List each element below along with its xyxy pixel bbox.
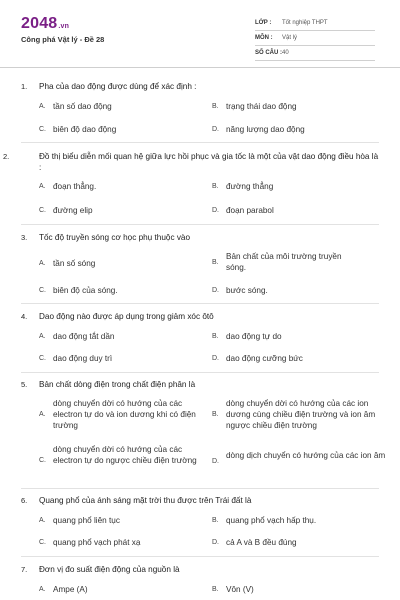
meta-key: MÔN : — [255, 35, 273, 41]
question-number: 7. — [21, 565, 28, 574]
question-text: Quang phổ của ánh sáng mặt trời thu được trên Trái đất là — [39, 496, 252, 505]
logo — [21, 15, 69, 33]
question-title — [21, 564, 386, 575]
question-divider — [21, 372, 379, 373]
option-text: cả A và B đều đúng — [226, 538, 297, 547]
option-label: B. — [212, 259, 219, 266]
option-label: C. — [39, 207, 46, 214]
option-label: A. — [39, 411, 46, 418]
option-text: đường thẳng — [226, 182, 274, 191]
option-label: C. — [39, 287, 46, 294]
exam-title: Công phá Vật lý - Đề 28 — [21, 35, 105, 44]
option-label: B. — [212, 183, 219, 190]
option-label: D. — [212, 355, 219, 362]
question-divider — [21, 142, 379, 143]
option-text: Bản chất của môi trường truyền sóng. — [226, 252, 342, 272]
option-text: bước sóng. — [226, 286, 268, 295]
question-text: Pha của dao động được dùng để xác định : — [39, 82, 197, 91]
option-text: dòng dịch chuyển có hướng của các ion âm — [226, 451, 386, 460]
question-text: Đơn vị đo suất điện động của nguồn là — [39, 565, 180, 574]
option-label: D. — [212, 539, 219, 546]
option-label: B. — [212, 586, 219, 593]
option-label: D. — [212, 458, 219, 465]
option-label: B. — [212, 333, 219, 340]
option-text: quang phổ liên tục — [53, 516, 120, 525]
option-text: Ampe (A) — [53, 585, 88, 594]
question-number: 1. — [21, 82, 28, 91]
question-text: Đồ thị biểu diễn mối quan hệ giữa lực hồi phục và gia tốc là một của vật dao động điều hòa là : — [39, 152, 379, 172]
question-number: 6. — [21, 496, 28, 505]
question-title — [21, 81, 386, 92]
option-label: B. — [212, 103, 219, 110]
option-label: A. — [39, 333, 46, 340]
question-text: Tốc độ truyền sóng cơ học phụ thuộc vào — [39, 233, 191, 242]
meta-value: Vật lý — [282, 35, 298, 41]
question-title — [21, 379, 386, 390]
question-text: Bản chất dòng điện trong chất điện phân là — [39, 380, 196, 389]
option-text: Vôn (V) — [226, 585, 254, 594]
option-label: C. — [39, 126, 46, 133]
option-text: dao động cưỡng bức — [226, 354, 303, 363]
question-number: 3. — [21, 233, 28, 242]
option-text: biên độ dao động — [53, 125, 117, 134]
option-label: D. — [212, 287, 219, 294]
question-divider — [21, 303, 379, 304]
option-text: đoạn parabol — [226, 206, 274, 215]
option-text: biên độ của sóng. — [53, 286, 118, 295]
option-text: quang phổ vạch hấp thụ. — [226, 516, 317, 525]
question-title — [21, 311, 386, 322]
meta-value: 40 — [282, 50, 289, 56]
meta-row-subject — [255, 31, 375, 46]
question-divider — [21, 556, 379, 557]
header-divider — [0, 67, 400, 68]
logo-text: 2048 — [21, 15, 58, 32]
meta-key: SỐ CÂU : — [255, 50, 282, 56]
option-label: A. — [39, 586, 46, 593]
option-text: đường elip — [53, 206, 93, 215]
option-label: C. — [39, 457, 46, 464]
exam-meta — [255, 16, 375, 61]
option-label: C. — [39, 539, 46, 546]
option-text: dòng chuyển dời có hướng của các electron tự do ngược chiều điện trường — [53, 445, 197, 465]
option-text: tần số dao động — [53, 102, 112, 111]
option-label: A. — [39, 183, 46, 190]
option-label: B. — [212, 517, 219, 524]
option-label: B. — [212, 411, 219, 418]
option-label: D. — [212, 126, 219, 133]
worksheet-header — [0, 0, 400, 70]
question-title — [21, 232, 386, 243]
option-label: A. — [39, 103, 46, 110]
meta-value: Tốt nghiệp THPT — [282, 20, 328, 26]
option-text: dao động tự do — [226, 332, 282, 341]
logo-tld: .vn — [58, 23, 70, 30]
option-label: A. — [39, 260, 46, 267]
question-divider — [21, 488, 379, 489]
meta-row-count — [255, 46, 375, 61]
option-text: dao động duy trì — [53, 354, 113, 363]
option-text: đoạn thẳng. — [53, 182, 97, 191]
question-title — [21, 495, 386, 506]
option-text: dao động tắt dần — [53, 332, 115, 341]
option-text: dòng chuyển dời có hướng của các electron tự do và ion dương khi có điện trường — [53, 399, 196, 430]
meta-key: LỚP : — [255, 20, 272, 26]
option-label: C. — [39, 355, 46, 362]
option-text: dòng chuyển dời có hướng của các ion dương cùng chiều điện trường và ion âm ngược chiều điện trường — [226, 399, 376, 430]
question-number: 2. — [3, 152, 10, 161]
option-label: A. — [39, 517, 46, 524]
question-number: 4. — [21, 312, 28, 321]
option-text: quang phổ vạch phát xạ — [53, 538, 141, 547]
question-title — [3, 151, 379, 173]
question-divider — [21, 224, 379, 225]
option-text: trạng thái dao động — [226, 102, 297, 111]
option-text: tần số sóng — [53, 259, 96, 268]
option-text: năng lượng dao động — [226, 125, 305, 134]
meta-row-class — [255, 16, 375, 31]
question-number: 5. — [21, 380, 28, 389]
option-label: D. — [212, 207, 219, 214]
question-text: Dao động nào được áp dụng trong giảm xóc ôtô — [39, 312, 214, 321]
